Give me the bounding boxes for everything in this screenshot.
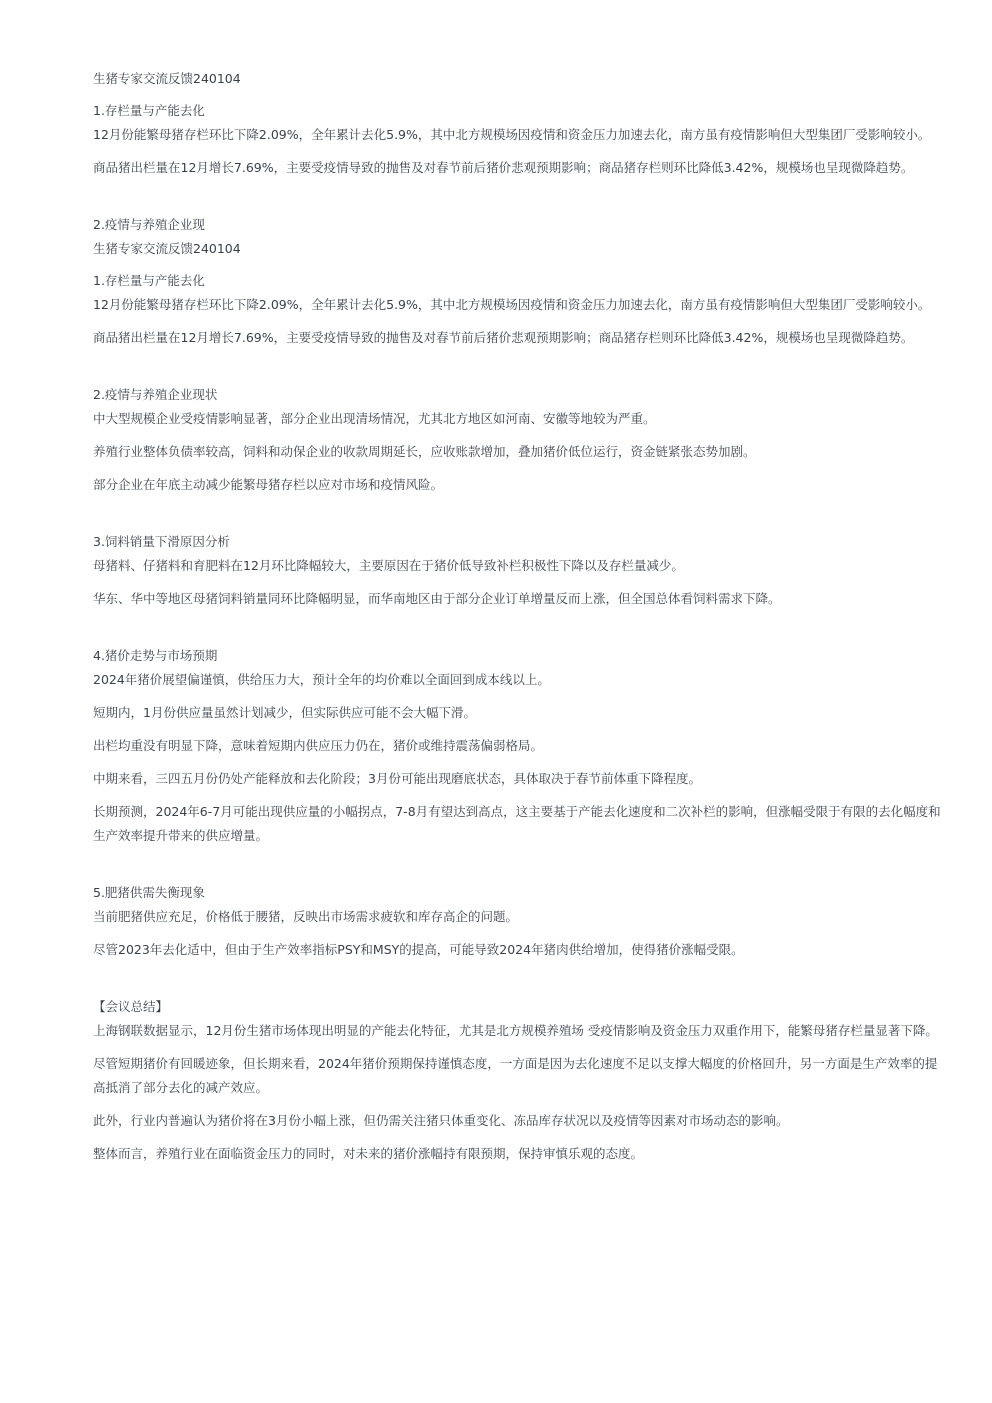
- paragraph: 尽管短期猪价有回暖迹象，但长期来看，2024年猪价预期保持谨慎态度，一方面是因为去化速度不足以支撑大幅度的价格回升，另一方面是生产效率的提高抵消了部分去化的减产效应。: [93, 1056, 938, 1095]
- paragraph: 商品猪出栏量在12月增长7.69%，主要受疫情导致的抛售及对春节前后猪价悲观预期影响；商品猪存栏则环比降低3.42%，规模场也呈现微降趋势。: [93, 330, 914, 345]
- paragraph: 此外，行业内普遍认为猪价将在3月份小幅上涨，但仍需关注猪只体重变化、冻品库存状况以及疫情等因素对市场动态的影响。: [93, 1113, 789, 1128]
- section-spacer: [93, 971, 943, 995]
- paragraph: 中大型规模企业受疫情影响显著，部分企业出现清场情况，尤其北方地区如河南、安徽等地较为严重。: [93, 411, 656, 426]
- paragraph: 2024年猪价展望偏谨慎，供给压力大，预计全年的均价难以全面回到成本线以上。: [93, 672, 550, 687]
- section-heading: 1.存栏量与产能去化: [93, 273, 205, 288]
- paragraph: 12月份能繁母猪存栏环比下降2.09%，全年累计去化5.9%，其中北方规模场因疫情和资金压力加速去化，南方虽有疫情影响但大型集团厂受影响较小。: [93, 127, 931, 142]
- section-heading: 【会议总结】: [93, 999, 169, 1014]
- section-spacer: [93, 506, 943, 530]
- paragraph: 长期预测，2024年6-7月可能出现供应量的小幅拐点，7-8月有望达到高点，这主要基于产能去化速度和二次补栏的影响，但涨幅受限于有限的去化幅度和生产效率提升带来的供应增量。: [93, 804, 941, 843]
- document-page: [93, 67, 943, 1175]
- paragraph: 尽管2023年去化适中，但由于生产效率指标PSY和MSY的提高，可能导致2024年猪肉供给增加，使得猪价涨幅受限。: [93, 942, 744, 957]
- section-spacer: [93, 359, 943, 383]
- section-spacer: [93, 189, 943, 213]
- paragraph: 华东、华中等地区母猪饲料销量同环比降幅明显，而华南地区由于部分企业订单增量反而上涨，但全国总体看饲料需求下降。: [93, 591, 781, 606]
- paragraph: 短期内，1月份供应量虽然计划减少，但实际供应可能不会大幅下滑。: [93, 705, 476, 720]
- paragraph: 部分企业在年底主动减少能繁母猪存栏以应对市场和疫情风险。: [93, 477, 444, 492]
- paragraph: 商品猪出栏量在12月增长7.69%，主要受疫情导致的抛售及对春节前后猪价悲观预期影响；商品猪存栏则环比降低3.42%，规模场也呈现微降趋势。: [93, 160, 914, 175]
- paragraph: 12月份能繁母猪存栏环比下降2.09%，全年累计去化5.9%，其中北方规模场因疫情和资金压力加速去化，南方虽有疫情影响但大型集团厂受影响较小。: [93, 297, 931, 312]
- paragraph: 母猪料、仔猪料和育肥料在12月环比降幅较大，主要原因在于猪价低导致补栏积极性下降以及存栏量减少。: [93, 558, 684, 573]
- section-heading: 3.饲料销量下滑原因分析: [93, 534, 230, 549]
- paragraph: 上海钢联数据显示，12月份生猪市场体现出明显的产能去化特征，尤其是北方规模养殖场 受疫情影响及资金压力双重作用下，能繁母猪存栏量显著下降。: [93, 1023, 938, 1038]
- paragraph: 整体而言，养殖行业在面临资金压力的同时，对未来的猪价涨幅持有限预期，保持审慎乐观的态度。: [93, 1146, 644, 1161]
- paragraph: 养殖行业整体负债率较高，饲料和动保企业的收款周期延长，应收账款增加，叠加猪价低位运行，资金链紧张态势加剧。: [93, 444, 756, 459]
- section-spacer: [93, 620, 943, 644]
- section-heading: 1.存栏量与产能去化: [93, 103, 205, 118]
- section-heading: 4.猪价走势与市场预期: [93, 648, 218, 663]
- document-title: 生猪专家交流反馈240104: [93, 71, 241, 86]
- document-title: 生猪专家交流反馈240104: [93, 241, 241, 256]
- paragraph: 当前肥猪供应充足，价格低于腰猪，反映出市场需求疲软和库存高企的问题。: [93, 909, 519, 924]
- paragraph: 中期来看，三四五月份仍处产能释放和去化阶段；3月份可能出现磨底状态，具体取决于春节前体重下降程度。: [93, 771, 701, 786]
- section-spacer: [93, 857, 943, 881]
- section-heading: 5.肥猪供需失衡现象: [93, 885, 205, 900]
- section-heading: 2.疫情与养殖企业现: [93, 217, 205, 232]
- document-content: [93, 67, 943, 1166]
- paragraph: 出栏均重没有明显下降，意味着短期内供应压力仍在，猪价或维持震荡偏弱格局。: [93, 738, 544, 753]
- section-heading: 2.疫情与养殖企业现状: [93, 387, 218, 402]
